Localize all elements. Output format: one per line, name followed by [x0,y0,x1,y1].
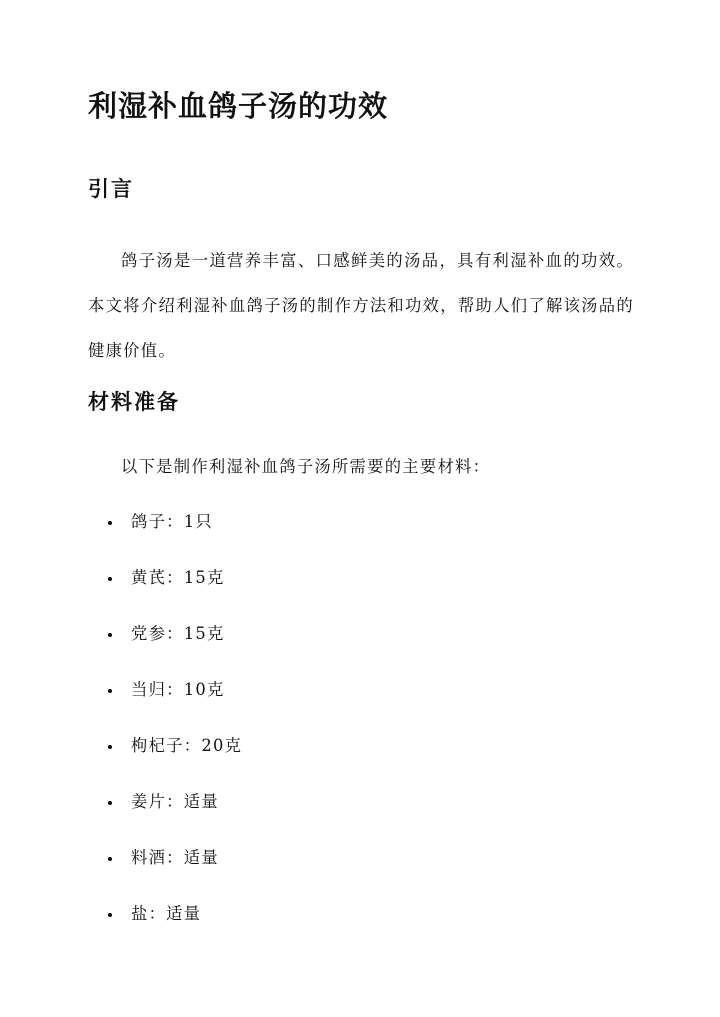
list-item-text: 鸽子：1只 [131,512,213,531]
bullet-icon [108,577,112,581]
bullet-icon [108,913,112,917]
page-title: 利湿补血鸽子汤的功效 [88,89,389,123]
list-item-text: 料酒：适量 [131,848,219,867]
bullet-icon [108,745,112,749]
list-item-text: 党参：15克 [131,624,225,643]
list-item-text: 当归：10克 [131,680,225,699]
section-heading-materials: 材料准备 [88,389,180,414]
bullet-icon [108,689,112,693]
bullet-icon [108,633,112,637]
bullet-icon [108,857,112,861]
list-item-text: 姜片：适量 [131,792,219,811]
list-item-text: 枸杞子：20克 [131,736,243,755]
list-item-text: 黄芪：15克 [131,568,225,587]
section-heading-intro: 引言 [88,176,134,201]
materials-intro: 以下是制作利湿补血鸽子汤所需要的主要材料： [121,457,491,476]
intro-paragraph: 鸽子汤是一道营养丰富、口感鲜美的汤品，具有利湿补血的功效。本文将介绍利湿补血鸽子汤的制作方法和功效，帮助人们了解该汤品的健康价值。 [88,251,634,360]
bullet-icon [108,521,112,525]
bullet-icon [108,801,112,805]
list-item-text: 盐：适量 [131,904,202,923]
